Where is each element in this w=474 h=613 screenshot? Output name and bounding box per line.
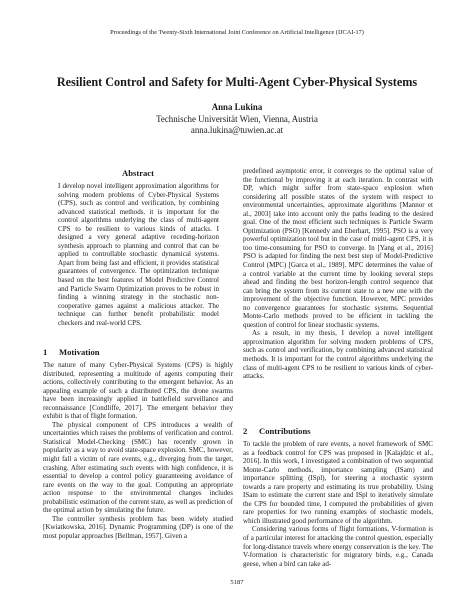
abstract-text: I develop novel intelligent approximation algorithms for solving modern problems of Cyber-Physical Systems (CPS), such as control and verification, by combining advanced statistical methods. it is important for the control algorithms underlying the class of multi-agent CPS to be resilient to various kinds of attacks. I designed a very general adaptive receding-horizon synthesis approach to planning and control that can be applied to controllable stochastic dynamical systems. Apart from being fast and efficient, it provides statistical guarantees of convergence. The optimization technique based on the best features of Model Predictive Control and Particle Swarm Optimization proves to be robust in finding a winning strategy in the stochastic non-cooperative games against a malicious attacker. The technique can further benefit probabilistic model checkers and real-world CPS. [58,182,219,327]
page-number: 5187 [230,579,244,586]
paragraph: Considering various forms of flight formations, V-formation is of a particular interest for attacking the control question, especially for long-distance travels where energy conservation is the key. The V-formation is characteristic for migratory birds, e.g., Canada geese, when a bird can take ad- [243,525,433,568]
section-2-body [243,440,433,568]
section-2-heading [243,426,311,436]
author-email: anna.lukina@tuwien.ac.at [190,124,284,135]
proceedings-header: Proceedings of the Twenty-Sixth International Joint Conference on Artificial Intelligence (IJCAI-17) [110,29,364,36]
paragraph: predefined asymptotic error, it converges to the optimal value of the functional by improving it at each iteration. In contrast with DP, which might suffer from state-space explosion when considering all possible states of the system with respect to environmental uncertainties, approximate algorithms [Mannor et al., 2003] take into account only the paths leading to the desired goal. One of the most efficient such techniques is Particle Swarm Optimization (PSO) [Kennedy and Eberhart, 1995]. PSO is a very powerful optimization tool but in the case of multi-agent CPS, it is too time-consuming for PSO to converge. In [Yang et al., 2016] PSO is adapted for finding the next best step of Model-Predictive Control (MPC) [Garca et al., 1989]. MPC determines the value of a control variable at the current time by looking several steps ahead and finding the best horizon-length control sequence that can bring the system from its current state to a new one with the improvement of the objective function. However, MPC provides no convergence guarantees for stochastic systems. Sequential Monte-Carlo methods proved to be efficient in tackling the question of control for linear stochastic systems. [243,167,433,329]
section-2-title: Contributions [259,426,311,436]
section-1-number: 1 [43,347,48,357]
paragraph: As a result, in my thesis, I develop a novel intelligent approximation algorithm for solving modern problems of CPS, such as control and verification, by combining advanced statistical methods. It is important for the control algorithms underlying the class of multi-agent CPS to be resilient to various kinds of cyber-attacks. [243,329,433,381]
section-1-body [43,361,233,540]
section-2-number: 2 [243,426,248,436]
abstract-heading: Abstract [122,168,154,178]
abstract-body [58,182,219,327]
section-1-title: Motivation [59,347,100,357]
paragraph: The nature of many Cyber-Physical Systems (CPS) is highly distributed, representing a multitude of agents computing their actions, collectively contributing to the emergent behavior. As an appealing example of such a distributed CPS, the drone swarms have been increasingly applied in battlefield surveillance and reconnaissance [Condliffe, 2017]. The emergent behavior they exhibit is that of flight formation. [43,361,233,421]
author-name: Anna Lukina [211,102,263,112]
section-1-heading [43,347,100,357]
author-affiliation: Technische Universität Wien, Vienna, Austria [156,114,318,124]
paragraph: The physical component of CPS introduces a wealth of uncertainties which raises the problems of verification and control. Statistical Model-Checking (SMC) has recently grown in popularity as a way to avoid state-space explosion. SMC, however, might fall a victim of rare events, e.g., diverging from the target, crashing. After estimating such events with high confidence, it is essential to develop a control policy guaranteeing avoidance of rare events on the way to the goal. Computing an appropriate action response to the environmental changes includes probabilistic estimation of the current state, as well as prediction of the optimal action by simulating the future. [43,420,233,515]
author-affiliation-block [0,114,474,135]
paper-title: Resilient Control and Safety for Multi-Agent Cyber-Physical Systems [56,75,418,89]
paragraph: The controller synthesis problem has been widely studied [Kwiatkowska, 2016]. Dynamic Programming (DP) is one of the most popular approaches [Bellman, 1957]. Given a [43,514,233,540]
paragraph: To tackle the problem of rare events, a novel framework of SMC as a feedback control for CPS was proposed in [Kalajdzic et al., 2016]. In this work, I investigated a combination of two sequential Monte-Carlo methods, importance sampling (ISam) and importance splitting (ISpl), for steering a stochastic system towards a rare property and estimating its true probability. Using ISam to estimate the current state and ISpl to iteratively simulate the CPS for bounded time, I computed the probabilities of given rare properties for two running examples of stochastic models, which illustrated good performance of the algorithm. [243,440,433,525]
right-column-intro [243,167,433,381]
